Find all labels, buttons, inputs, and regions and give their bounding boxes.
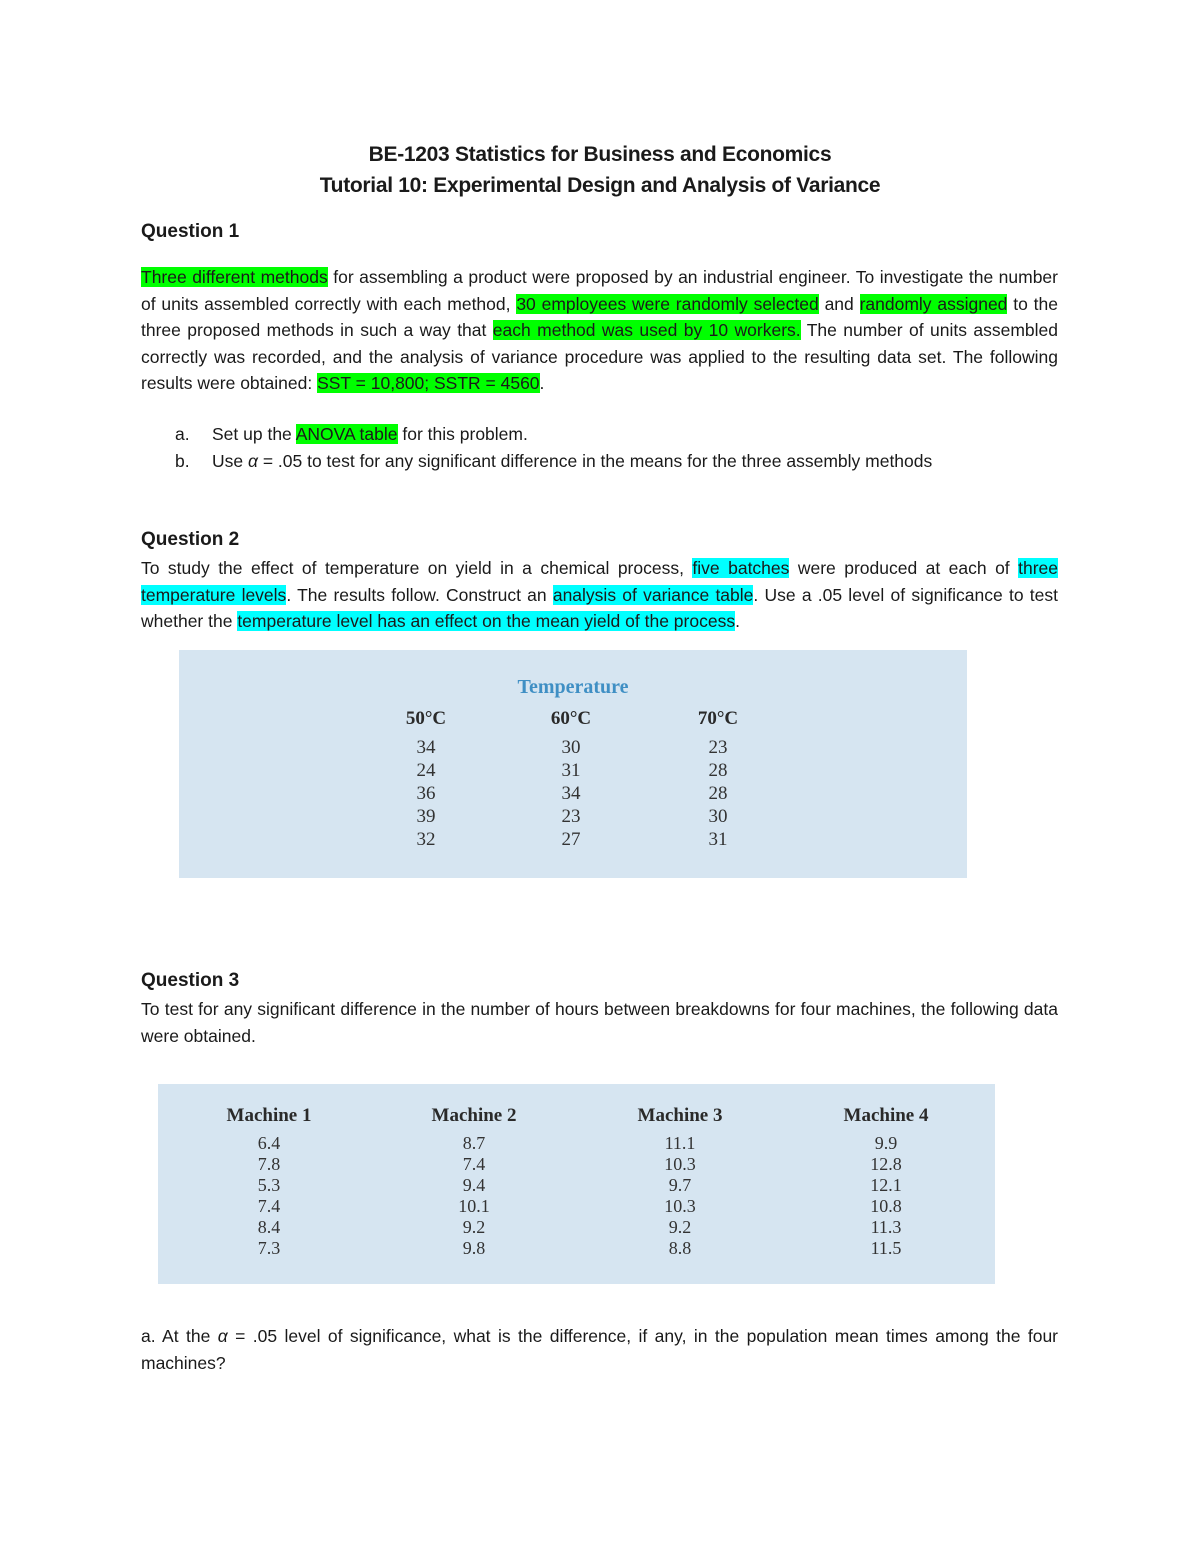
table-cell: 34 [561,783,581,804]
text-segment: for assembling a product were proposed by an industrial engineer. To investigate the number of units assembled correctly with each method, [141,267,1058,314]
table-cell: 9.7 [668,1175,692,1195]
table-cell: 23 [561,806,581,827]
column-values [663,736,773,851]
table-cell: 23 [708,737,728,758]
text-segment: α [217,1326,228,1346]
table-cell: 32 [416,829,436,850]
machine-column-2 [394,1105,554,1259]
column-values [394,1133,554,1259]
highlighted-text: ANOVA table [295,424,398,444]
table-cell: 10.1 [458,1196,490,1216]
table-cell: 7.4 [257,1196,281,1216]
table-cell: 39 [416,806,436,827]
text-segment: . The results follow. Construct an [286,584,553,605]
table-cell: 31 [561,760,581,781]
column-header: 70°C [697,708,739,729]
list-item-text [212,451,932,471]
column-values [371,736,481,851]
table-cell: 28 [708,760,728,781]
question-3-text: To test for any significant difference in the number of hours between breakdowns for four machines, the following data were obtained. [141,999,1058,1046]
text-segment: To study the effect of temperature on yield in a chemical process, [141,558,693,578]
highlighted-text: each method was used by 10 workers. [492,320,801,340]
list-item-text [212,424,528,444]
question-3-heading: Question 3 [141,970,240,991]
table-cell: 11.1 [664,1133,696,1153]
temperature-table [179,650,967,878]
text-segment: Use [212,451,248,471]
text-segment: to the three proposed methods in such a way that [141,293,1058,340]
column-header: 60°C [550,708,592,729]
text-segment: and [818,293,860,314]
column-values [806,1133,966,1259]
highlighted-text: five batches [692,558,790,578]
text-segment: . Use a .05 level of significance to test whether the [141,584,1058,631]
table-cell: 8.7 [462,1133,486,1153]
table-cell: 8.4 [257,1217,281,1237]
highlighted-text: 30 employees were randomly selected [516,293,819,314]
question-1-parts [175,421,932,475]
temperature-table-title: Temperature [517,676,629,698]
table-cell: 8.8 [668,1238,692,1258]
temperature-column-50 [371,708,481,851]
temperature-column-70 [663,708,773,851]
table-cell: 7.3 [257,1238,281,1258]
table-cell: 9.2 [462,1217,486,1237]
table-cell: 30 [561,737,581,758]
list-marker: a. [175,424,190,444]
highlighted-text: analysis of variance table [552,584,754,605]
column-header: 50°C [405,708,447,729]
column-header: Machine 3 [637,1105,723,1126]
question-2-heading: Question 2 [141,529,240,550]
table-cell: 6.4 [257,1133,281,1153]
table-cell: 5.3 [257,1175,281,1195]
table-cell: 12.8 [870,1154,902,1174]
document-title: BE-1203 Statistics for Business and Economics [368,143,832,166]
table-cell: 11.3 [870,1217,902,1237]
column-header: Machine 4 [843,1105,929,1126]
machine-column-4 [806,1105,966,1259]
text-segment: The number of units assembled correctly was recorded, and the analysis of variance procedure was applied to the resulting data set. The following results were obtained: [141,320,1058,393]
column-values [189,1133,349,1259]
highlighted-text: randomly assigned [859,293,1008,314]
text-segment: were produced at each of [789,558,1019,578]
table-cell: 9.2 [668,1217,692,1237]
text-segment: α [247,451,258,471]
machine-table [158,1084,995,1284]
table-cell: 34 [416,737,436,758]
machine-column-1 [189,1105,349,1259]
highlighted-text: three temperature levels [141,558,1059,605]
text-segment: for this problem. [397,424,528,444]
table-cell: 10.3 [664,1154,696,1174]
question-2-text [141,555,1058,635]
table-cell: 30 [708,806,728,827]
table-cell: 9.8 [462,1238,486,1258]
question-1-heading: Question 1 [141,221,240,242]
question-1-part-a [175,421,932,448]
text-segment: = .05 to test for any significant difference in the means for the three assembly methods [257,451,933,471]
table-cell: 10.8 [870,1196,902,1216]
table-cell: 10.3 [664,1196,696,1216]
document-subtitle: Tutorial 10: Experimental Design and Analysis of Variance [319,174,881,197]
text-segment: = .05 level of significance, what is the difference, if any, in the population mean times among the four machines? [141,1326,1059,1373]
text-segment: . [735,611,740,631]
text-segment: a. At the [141,1326,218,1346]
text-segment: . [539,373,545,393]
table-cell: 31 [708,829,728,850]
table-cell: 7.8 [257,1154,281,1174]
table-cell: 28 [708,783,728,804]
temperature-column-60 [516,708,626,851]
question-3-part-a [141,1323,1058,1376]
table-cell: 7.4 [462,1154,486,1174]
column-header: Machine 2 [431,1105,517,1126]
question-1-part-b [175,448,932,475]
column-values [516,736,626,851]
table-cell: 9.9 [874,1133,898,1153]
table-cell: 9.4 [462,1175,486,1195]
table-cell: 24 [416,760,436,781]
machine-column-3 [600,1105,760,1259]
highlighted-text: Three different methods [141,267,328,287]
table-cell: 36 [416,783,436,804]
table-cell: 12.1 [870,1175,902,1195]
question-1-text [141,264,1058,397]
highlighted-text: SST = 10,800; SSTR = 4560 [317,373,540,393]
column-values [600,1133,760,1259]
list-marker: b. [175,451,190,471]
table-cell: 27 [561,829,581,850]
table-cell: 11.5 [870,1238,902,1258]
highlighted-text: temperature level has an effect on the mean yield of the process [237,611,736,631]
column-header: Machine 1 [226,1105,312,1126]
text-segment: Set up the [212,424,296,444]
